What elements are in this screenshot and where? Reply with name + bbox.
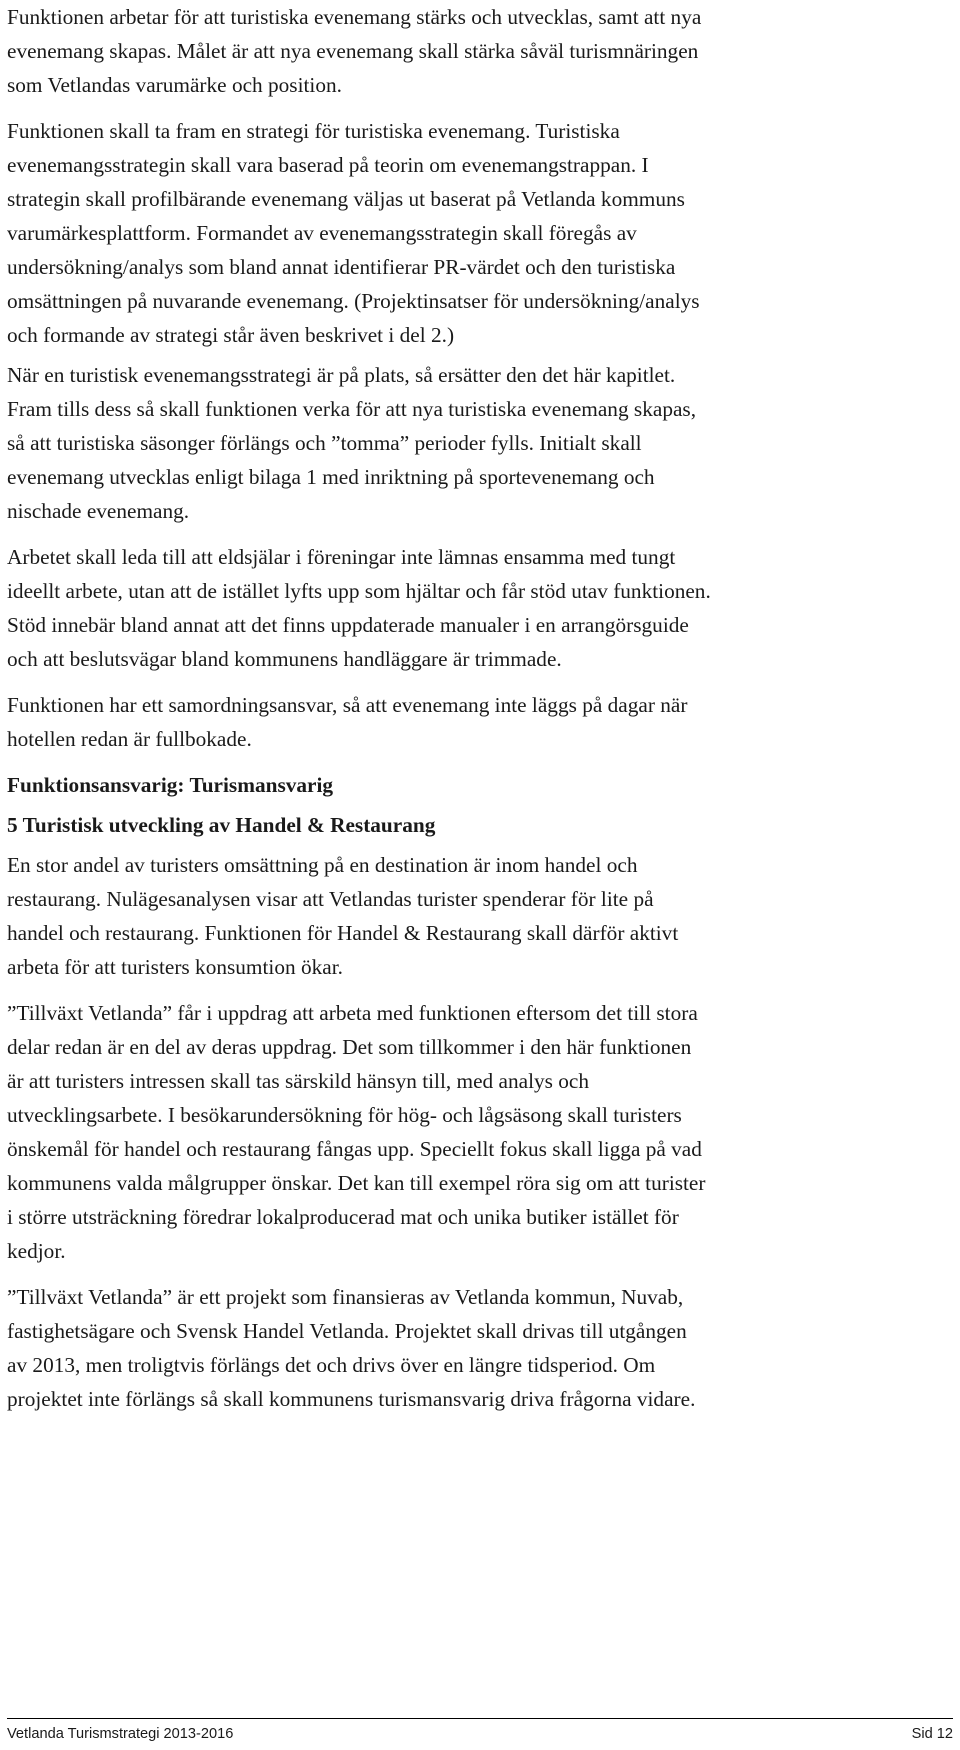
- text-line: delar redan är en del av deras uppdrag. Det som tillkommer i den här funktionen: [7, 1035, 692, 1059]
- text-line: ”Tillväxt Vetlanda” är ett projekt som finansieras av Vetlanda kommun, Nuvab,: [7, 1285, 684, 1309]
- responsible-heading: Funktionsansvarig: Turismansvarig: [7, 773, 334, 797]
- footer-title: Vetlanda Turismstrategi 2013-2016: [7, 1726, 234, 1742]
- text-line: utvecklingsarbete. I besökarundersökning för hög- och lågsäsong skall turisters: [7, 1103, 682, 1127]
- text-line: så att turistiska säsonger förlängs och ”tomma” perioder fylls. Initialt skall: [7, 431, 642, 455]
- paragraph-event-strategy: [7, 114, 951, 352]
- text-line: Funktionen skall ta fram en strategi för turistiska evenemang. Turistiska: [7, 119, 620, 143]
- text-line: evenemang utvecklas enligt bilaga 1 med inriktning på sportevenemang och: [7, 465, 655, 489]
- text-line: När en turistisk evenemangsstrategi är på plats, så ersätter den det här kapitlet.: [7, 363, 676, 387]
- text-line: arbeta för att turisters konsumtion ökar.: [7, 955, 343, 979]
- text-line: undersökning/analys som bland annat identifierar PR-värdet och den turistiska: [7, 255, 676, 279]
- paragraph-volunteers: [7, 540, 951, 676]
- text-line: varumärkesplattform. Formandet av evenemangsstrategin skall föregås av: [7, 221, 637, 245]
- text-line: fastighetsägare och Svensk Handel Vetlanda. Projektet skall drivas till utgången: [7, 1319, 687, 1343]
- text-line: strategin skall profilbärande evenemang väljas ut baserat på Vetlanda kommuns: [7, 187, 685, 211]
- text-line: är att turisters intressen skall tas särskild hänsyn till, med analys och: [7, 1069, 589, 1093]
- paragraph-coordination: [7, 688, 951, 756]
- text-line: evenemangsstrategin skall vara baserad på teorin om evenemangstrappan. I: [7, 153, 649, 177]
- text-line: i större utsträckning föredrar lokalproducerad mat och unika butiker istället för: [7, 1205, 679, 1229]
- text-line: ideellt arbete, utan att de istället lyfts upp som hjältar och får stöd utav funktionen.: [7, 579, 711, 603]
- text-line: önskemål för handel och restaurang fångas upp. Speciellt fokus skall ligga på vad: [7, 1137, 702, 1161]
- paragraph-retail-intro: [7, 848, 951, 984]
- text-line: som Vetlandas varumärke och position.: [7, 73, 342, 97]
- text-line: restaurang. Nulägesanalysen visar att Vetlandas turister spenderar för lite på: [7, 887, 654, 911]
- text-line: projektet inte förlängs så skall kommunens turismansvarig driva frågorna vidare.: [7, 1387, 696, 1411]
- paragraph-events-intro: [7, 0, 951, 102]
- paragraph-interim: [7, 358, 951, 528]
- paragraph-tillvaxt-assignment: [7, 996, 951, 1268]
- text-line: Funktionen arbetar för att turistiska evenemang stärks och utvecklas, samt att nya: [7, 5, 702, 29]
- text-line: ”Tillväxt Vetlanda” får i uppdrag att arbeta med funktionen eftersom det till stora: [7, 1001, 698, 1025]
- text-line: nischade evenemang.: [7, 499, 190, 523]
- paragraph-tillvaxt-project: [7, 1280, 951, 1416]
- page-footer: [7, 1718, 953, 1743]
- section-heading: 5 Turistisk utveckling av Handel & Restaurang: [7, 813, 436, 837]
- text-line: kedjor.: [7, 1239, 66, 1263]
- text-line: En stor andel av turisters omsättning på en destination är inom handel och: [7, 853, 638, 877]
- text-line: hotellen redan är fullbokade.: [7, 727, 252, 751]
- text-line: Arbetet skall leda till att eldsjälar i föreningar inte lämnas ensamma med tungt: [7, 545, 676, 569]
- text-line: omsättningen på nuvarande evenemang. (Projektinsatser för undersökning/analys: [7, 289, 700, 313]
- text-line: Funktionen har ett samordningsansvar, så att evenemang inte läggs på dagar när: [7, 693, 688, 717]
- text-line: och formande av strategi står även beskrivet i del 2.): [7, 323, 455, 347]
- text-line: handel och restaurang. Funktionen för Handel & Restaurang skall därför aktivt: [7, 921, 679, 945]
- text-line: och att beslutsvägar bland kommunens handläggare är trimmade.: [7, 647, 562, 671]
- text-line: av 2013, men troligtvis förlängs det och drivs över en längre tidsperiod. Om: [7, 1353, 656, 1377]
- text-line: Stöd innebär bland annat att det finns uppdaterade manualer i en arrangörsguide: [7, 613, 689, 637]
- text-line: Fram tills dess så skall funktionen verka för att nya turistiska evenemang skapas,: [7, 397, 697, 421]
- text-line: evenemang skapas. Målet är att nya evenemang skall stärka såväl turismnäringen: [7, 39, 699, 63]
- document-page: [7, 0, 951, 1416]
- page-number: Sid 12: [911, 1726, 953, 1742]
- text-line: kommunens valda målgrupper önskar. Det kan till exempel röra sig om att turister: [7, 1171, 706, 1195]
